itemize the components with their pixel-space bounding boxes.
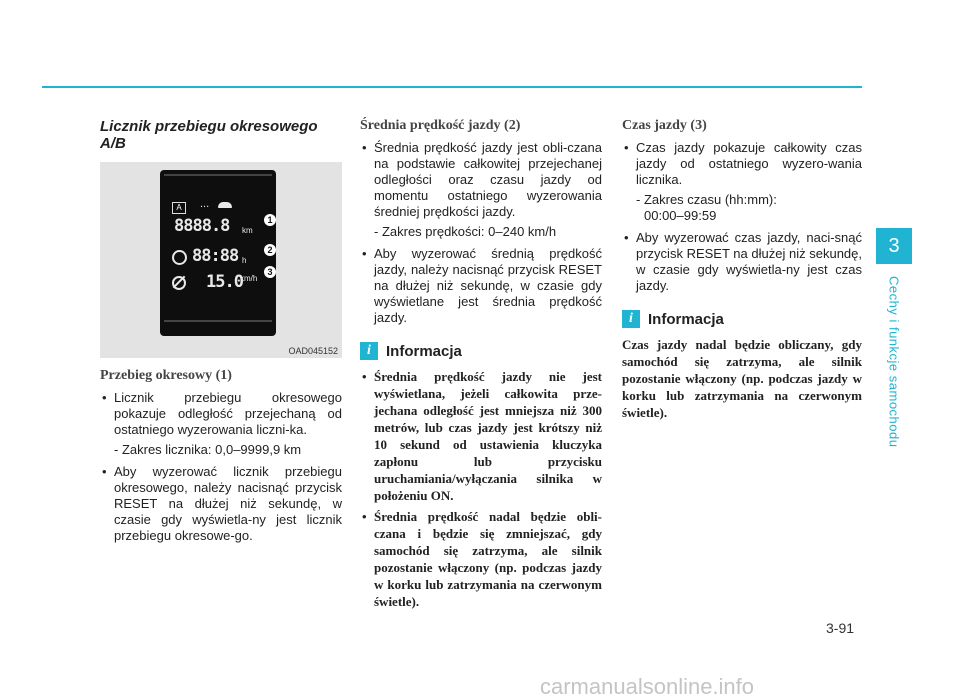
bullet-dot: • [102,464,107,479]
section-title-average-speed: Średnia prędkość jazdy (2) [360,118,521,133]
bullet-trip-description: • Licznik przebiegu okresowego pokazuje odległość przejechaną od ostatniego wyzerowania liczni-ka. [102,390,342,437]
average-speed-unit: km/h [240,274,258,283]
section-title-drive-time: Czas jazdy (3) [622,118,707,133]
display-top-bar [164,174,272,176]
info-title: Informacja [648,310,724,328]
display-bottom-bar [164,320,272,322]
chapter-title-text: Cechy i funkcje samochodu [886,276,902,448]
callout-2: 2 [264,244,276,256]
info-header [622,310,862,328]
column-trip-odometer [100,118,342,548]
stopwatch-icon [172,250,187,265]
average-speed-digits: 15.0 [206,272,243,292]
page-number: 3-91 [826,620,855,636]
cluster-figure [100,162,342,358]
cluster-display [160,170,276,336]
info-average-speed-2: • Średnia prędkość nadal będzie obli-czana i będzie się zmniejszać, gdy samochód się zatrzyma, ale silnik pozostanie włączony (np. podczas jazdy w korku lub zatrzymania na czerwonym świetle). [362,509,602,609]
bullet-average-speed-reset: • Aby wyzerować średnią prędkość jazdy, należy nacisnąć przycisk RESET na dłużej niż sekundę, w czasie gdy wyświetlane jest średnia prędkość jazdy. [362,246,602,325]
bullet-trip-reset: • Aby wyzerować licznik przebiegu okresowego, należy nacisnąć przycisk RESET na dłużej niż sekundę, w czasie gdy wyświetla-ny jest licznik przebiegu okresowe-go. [102,464,342,543]
info-drive-time: Czas jazdy nadal będzie obliczany, gdy samochód się zatrzyma, ale silnik pozostanie włączony (np. podczas jazdy w korku lub zatrzymania na czerwonym świetle). [622,337,862,420]
indicator-dots: ... [200,198,210,210]
column-drive-time [622,118,862,421]
bullet-dot: • [362,140,367,155]
odometer-unit: km [242,226,253,235]
info-header [360,342,602,360]
chapter-title-vertical [872,276,916,466]
bullet-average-speed-description: • Średnia prędkość jazdy jest obli-czana na podstawie całkowitej przejechanej odległości oraz czasu jazdy od momentu ostatniego wyzerowania średniej prędkości jazdy. [362,140,602,219]
bullet-dot: • [102,390,107,405]
drive-time-range-label: - Zakres czasu (hh:mm): [636,192,777,207]
bullet-drive-time-reset: • Aby wyzerować czas jazdy, naci-snąć przycisk RESET na dłużej niż sekundę, w czasie gdy wyświetla-ny jest czas jazdy. [624,230,862,293]
info-icon: i [360,342,378,360]
watermark: carmanualsonline.info [540,674,755,699]
bullet-dot: • [624,230,629,245]
callout-3: 3 [264,266,276,278]
bullet-dot: • [362,369,367,384]
info-average-speed-1: • Średnia prędkość jazdy nie jest wyświetlana, jeżeli całkowita prze-jechana odległość jest mniejsza niż 300 metrów, lub czas jazdy jest krótszy niż 10 sekund od ustawienia kluczyka zapłonu lub przycisku uruchamiania/wyłączania silnika w położeniu ON. [362,369,602,503]
car-icon [218,202,232,208]
drive-time-unit: h [242,256,247,265]
chapter-number-tab: 3 [876,228,912,264]
drive-time-digits: 88:88 [192,246,239,266]
section-title-trip: Przebieg okresowy (1) [100,368,232,383]
bullet-drive-time-description: • Czas jazdy pokazuje całkowity czas jazdy od ostatniego wyzero-wania licznika. [624,140,862,187]
figure-code: OAD045152 [288,346,338,356]
bullet-dot: • [362,509,367,524]
section-heading-trip-odometer: Licznik przebiegu okresowego A/B [100,118,318,152]
callout-1: 1 [264,214,276,226]
top-rule [42,86,862,88]
trip-a-badge: A [172,202,186,214]
bullet-dot: • [624,140,629,155]
trip-range: - Zakres licznika: 0,0–9999,9 km [114,442,302,457]
average-speed-range: - Zakres prędkości: 0–240 km/h [374,224,557,239]
bullet-dot: • [362,246,367,261]
column-average-speed [360,118,602,610]
drive-time-range-value: 00:00–99:59 [644,208,717,223]
info-icon: i [622,310,640,328]
info-title: Informacja [386,342,462,360]
odometer-digits: 8888.8 [174,216,230,236]
